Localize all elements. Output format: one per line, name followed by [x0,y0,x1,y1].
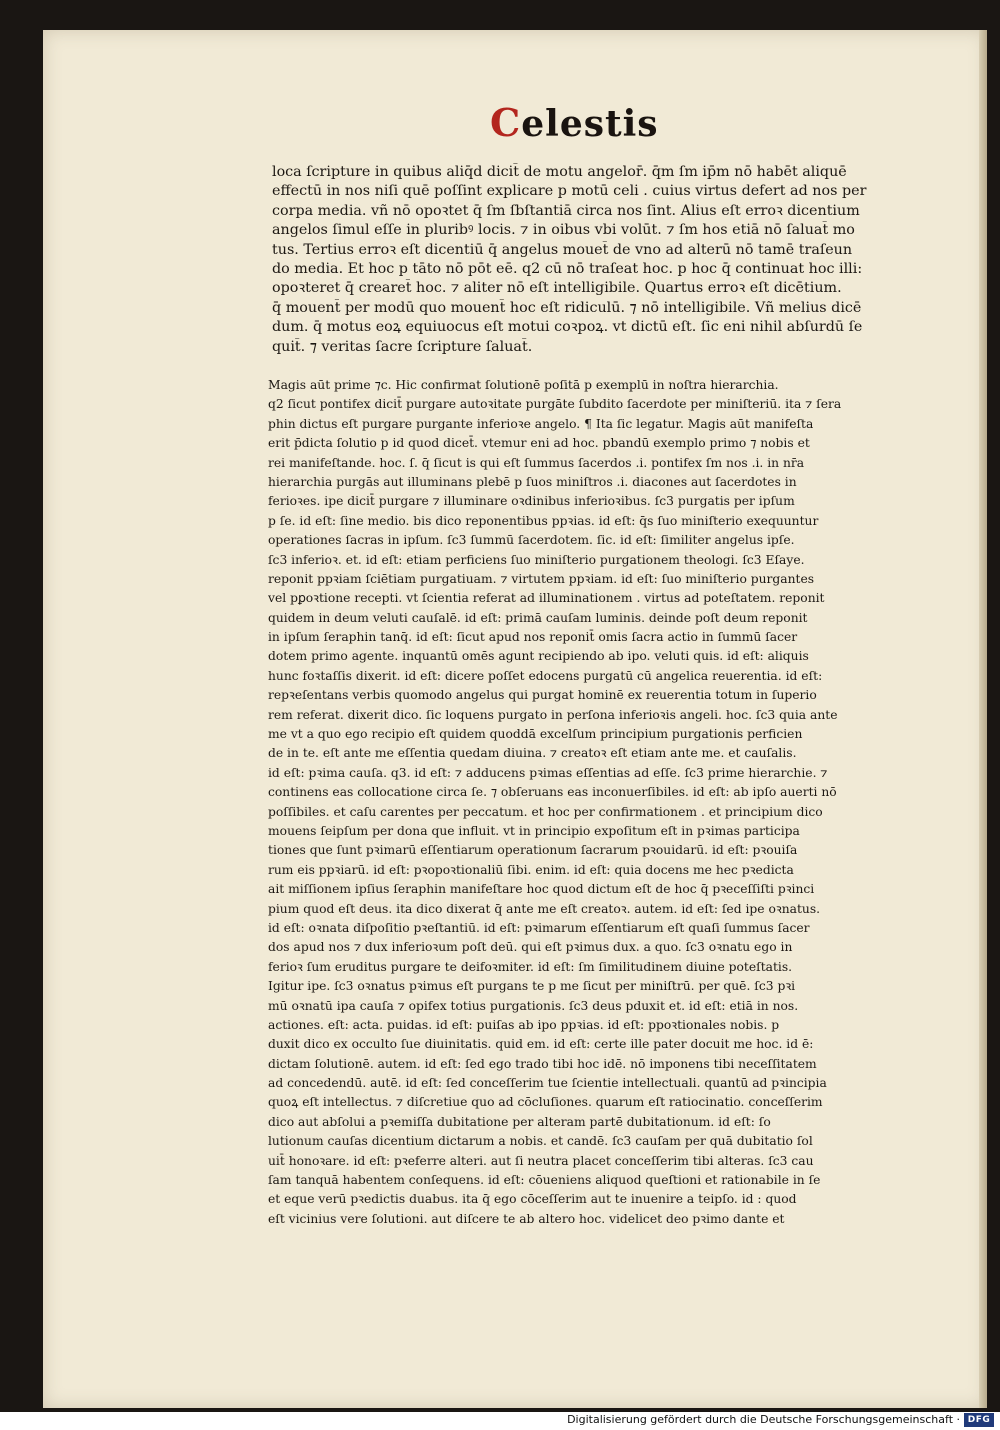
commentary-line: phin dictus eſt purgare purgante inferioꝛe angelo. ¶ Ita ſic legatur. Magis aūt manifeſta [268,416,814,431]
commentary-line: tiones que ſunt pꝛimarū eſſentiarum operationum ſacrarum pꝛouidarū. id eſt: pꝛouiſa [268,843,798,858]
main-text-line: quit̄. ⁊ veritas ſacre ſcripture ſaluat̄. [272,338,533,355]
main-text-line: tus. Tertius erroꝛ eſt dicentiū q̄ angelus mouet̄ de vno ad alterū nō tamē traſeun [272,241,853,258]
commentary-line: q2 ſicut pontifex dicit̄ purgare autoꝛitate purgāte ſubdito ſacerdote per miniſteriū. ita ⁊ ſera [268,397,842,412]
running-head [490,100,659,145]
commentary-line: duxit dico ex occulto ſue diuinitatis. quid em. id eſt: certe ille pater docuit me hoc. id ē: [268,1037,814,1052]
commentary-line: uit̄ honoꝛare. id eſt: pꝛeferre alteri. aut ſi neutra placet conceſſerim tibi alteras. ſc3 cau [268,1153,814,1168]
commentary-line: vel pꝑoꝛtione recepti. vt ſcientia referat ad illuminationem . virtus ad poteſtatem. reponit [268,591,825,606]
main-text-line: opoꝛteret q̄ crearet̄ hoc. ⁊ aliter nō eſt intelligibile. Quartus erroꝛ eſt dicētium. [272,280,842,297]
main-text-line: effectū in nos niſi quē poſſint explicare p motū celi . cuius virtus defert ad nos per [272,183,867,200]
commentary-line: quoꝝ eſt intellectus. ⁊ diſcretiue quo ad cōcluſiones. quarum eſt ratiocinatio. conceſſerim [268,1095,823,1110]
commentary-line: rem referat. dixerit dico. ſic loquens purgato in perſona inferioꝛis angeli. hoc. ſc3 quia ante [268,707,838,722]
commentary-line: ferioꝛes. ipe dicit̄ purgare ⁊ illuminare oꝛdinibus inferioꝛibus. ſc3 purgatis per ipſum [268,494,795,509]
commentary-line: poſſibiles. et caſu carentes per peccatum. et hoc per confirmationem . et principium dico [268,804,823,819]
commentary-line: rei manifeſtande. hoc. ſ. q̄ ſicut is qui eſt ſummus ſacerdos .i. pontifex ſm nos .i. in nr̄a [268,455,805,470]
main-text-block [272,163,912,357]
commentary-line: quidem in deum veluti cauſalē. id eſt: primā cauſam luminis. deinde poſt deum reponit [268,610,808,625]
commentary-line: pium quod eſt deus. ita dico dixerat q̄ ante me eſt creatoꝛ. autem. id eſt: ſed ipe oꝛnatus. [268,901,821,916]
commentary-line: hunc foꝛtaſſis dixerit. id eſt: dicere poſſet edocens purgatū cū angelica reuerentia. id eſt: [268,668,823,683]
page-edge [979,30,987,1408]
main-text-line: corpa media. vñ nō opoꝛtet q̄ ſm ſbſtantiā circa nos ſint. Alius eſt erroꝛ dicentium [272,202,860,219]
commentary-line: mū oꝛnatū ipa cauſa ⁊ opifex totius purgationis. ſc3 deus pduxit et. id eſt: etiā in nos. [268,998,799,1013]
commentary-line: continens eas collocatione circa ſe. ⁊ obſeruans eas inconuerſibiles. id eſt: ab ipſo auerti nō [268,785,837,800]
commentary-line: actiones. eſt: acta. puidas. id eſt: puiſas ab ipo ppꝛias. id eſt: ppoꝛtionales nobis. p [268,1017,780,1032]
funding-credit: Digitalisierung gefördert durch die Deutsche Forschungsgemeinschaft · [567,1413,960,1426]
main-text-line: do media. Et hoc p tāto nō pōt eē. q2 cū nō traſeat hoc. p hoc q̄ continuat hoc illi: [272,260,863,277]
commentary-line: dictam ſolutionē. autem. id eſt: ſed ego trado tibi hoc idē. nō imponens tibi neceſſitatem [268,1056,817,1071]
commentary-line: ſc3 inferioꝛ. et. id eſt: etiam perficiens ſuo miniſterio purgationem theologi. ſc3 Eſaye. [268,552,805,567]
main-text-line: dum. q̄ motus eoꝝ equiuocus eſt motui coꝛpoꝝ. vt dictū eſt. ſic eni nihil abſurdū ſe [272,319,863,336]
commentary-line: dotem primo agente. inquantū omēs agunt recipiendo ab ipo. veluti quis. id eſt: aliquis [268,649,809,664]
main-text-line: q̄ mouent̄ per modū quo mouent̄ hoc eſt ridiculū. ⁊ nō intelligibile. Vñ melius dicē [272,299,862,316]
commentary-block [268,376,908,1229]
running-head-initial: C [490,100,522,145]
main-text-line: angelos ſimul eſſe in pluribꝰ locis. ⁊ in oibus vbi volūt. ⁊ ſm hos etiā nō ſaluat̄ mo [272,222,855,239]
commentary-line: ait miſſionem ipſius ſeraphin manifeſtare hoc quod dictum eſt de hoc q̄ pꝛeceſſiſti pꝛinci [268,882,815,897]
commentary-line: p ſe. id eſt: ſine medio. bis dico reponentibus ppꝛias. id eſt: q̄s ſuo miniſterio exequuntur [268,513,819,528]
running-head-rest: elestis [521,103,659,145]
commentary-line: me vt a quo ego recipio eſt quidem quoddā excelſum principium purgationis perficien [268,727,803,742]
commentary-line: ad concedendū. autē. id eſt: ſed conceſſerim tue ſcientie intellectuali. quantū ad pꝛincipia [268,1076,827,1091]
commentary-line: rum eis ppꝛiarū. id eſt: pꝛopoꝛtionaliū ſibi. enim. id eſt: quia docens me hec pꝛedicta [268,862,794,877]
commentary-line: Magis aūt prime ⁊c. Hic confirmat ſolutionē poſitā p exemplū in noſtra hierarchia. [268,378,779,392]
dfg-logo: DFG [964,1413,994,1427]
commentary-line: id eſt: pꝛima cauſa. q3. id eſt: ⁊ adducens pꝛimas eſſentias ad eſſe. ſc3 prime hierarchie. ⁊ [268,765,828,780]
commentary-line: id eſt: oꝛnata diſpoſitio pꝛeſtantiū. id eſt: pꝛimarum eſſentiarum eſt quaſi ſummus ſacer [268,920,810,935]
commentary-line: eſt vicinius vere ſolutioni. aut diſcere te ab altero hoc. videlicet deo pꝛimo dante et [268,1211,785,1226]
commentary-line: et eque verū pꝛedictis duabus. ita q̄ ego cōceſſerim aut te inuenire a teipſo. id : quod [268,1192,797,1207]
commentary-line: erit p̄dicta ſolutio p id quod dicet̄. vtemur eni ad hoc. pbandū exemplo primo ⁊ nobis et [268,436,810,451]
main-text-line: loca ſcripture in quibus aliq̄d dicit̄ de motu angelor̄. q̄m ſm ip̄m nō habēt aliquē [272,164,847,180]
commentary-line: de in te. eſt ante me eſſentia quedam diuina. ⁊ creatoꝛ eſt etiam ante me. et cauſalis. [268,746,797,761]
commentary-line: in ipſum ſeraphin tanq̄. id eſt: ſicut apud nos reponit̄ omis ſacra actio in ſummū ſacer [268,630,798,645]
commentary-line: lutionum cauſas dicentium dictarum a nobis. et candē. ſc3 cauſam per quā dubitatio ſol [268,1134,813,1149]
commentary-line: repꝛeſentans verbis quomodo angelus qui purgat hominē ex reuerentia totum in ſuperio [268,688,817,703]
commentary-line: reponit ppꝛiam ſciētiam purgatiuam. ⁊ virtutem ppꝛiam. id eſt: ſuo miniſterio purgantes [268,571,815,586]
commentary-line: hierarchia purgās aut illuminans plebē p ſuos miniſtros .i. diacones aut ſacerdotes in [268,474,797,489]
commentary-line: operationes ſacras in ipſum. ſc3 ſummū ſacerdotem. ſic. id eſt: ſimiliter angelus ipſe. [268,533,795,548]
commentary-line: dico aut abſolui a pꝛemiſſa dubitatione per alteram partē dubitationum. id eſt: ſo [268,1114,771,1129]
commentary-line: mouens ſeipſum per dona que influit. vt in principio expoſitum eſt in pꝛimas participa [268,823,800,838]
commentary-line: Igitur ipe. ſc3 oꝛnatus pꝛimus eſt purgans te p me ſicut per miniſtrū. per quē. ſc3 pꝛi [268,979,796,994]
commentary-line: ferioꝛ ſum eruditus purgare te deifoꝛmiter. id eſt: ſm ſimilitudinem diuine poteſtatis. [268,959,793,974]
commentary-line: dos apud nos ⁊ dux inferioꝛum poſt deū. qui eſt pꝛimus dux. a quo. ſc3 oꝛnatu ego in [268,940,793,955]
commentary-line: ſam tanquā habentem conſequens. id eſt: cōueniens aliquod queſtioni et rationabile in ſe [268,1173,821,1188]
